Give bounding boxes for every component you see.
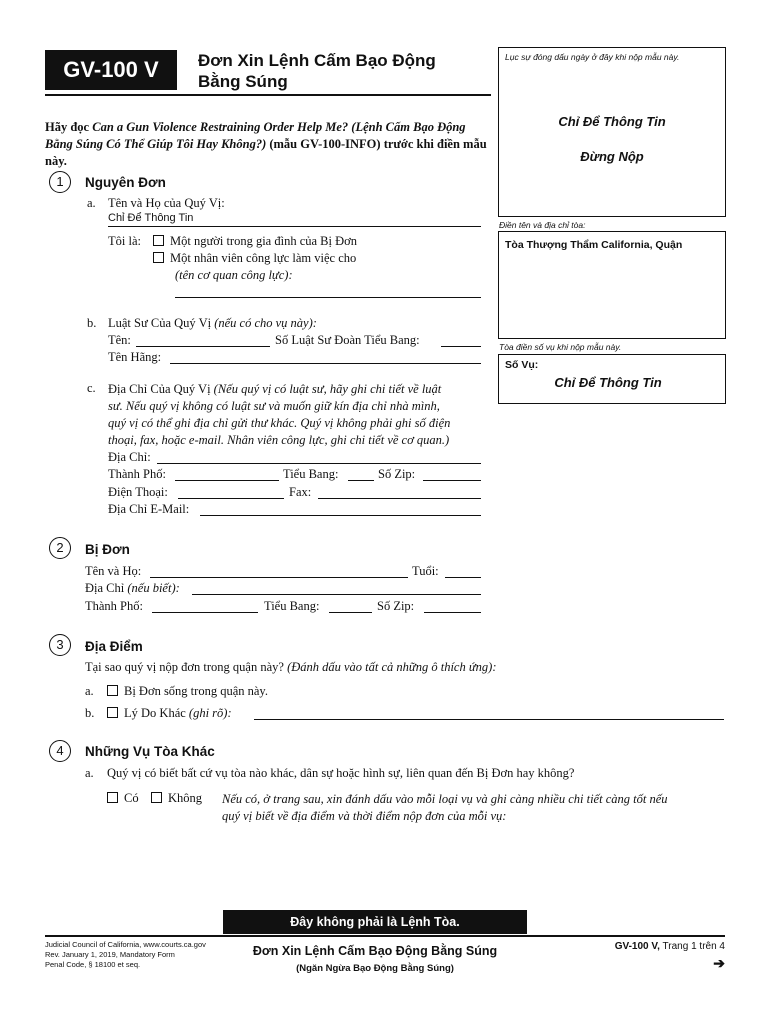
footer-center-title: Đơn Xin Lệnh Cấm Bạo Động Bằng Súng bbox=[252, 944, 498, 958]
intro-paragraph bbox=[45, 119, 495, 170]
venue-other-option[interactable] bbox=[107, 706, 232, 721]
footer-form-ref: GV-100 V, bbox=[614, 941, 660, 952]
case-number-value: Chỉ Để Thông Tin bbox=[554, 375, 662, 390]
footer-center-subtitle: (Ngăn Ngừa Bạo Động Bằng Súng) bbox=[296, 963, 454, 974]
footer-rule bbox=[45, 935, 725, 937]
s1c-text: Địa Chỉ Của Quý Vị bbox=[108, 382, 211, 396]
do-not-file-label: Đừng Nộp bbox=[580, 149, 644, 164]
respondent-city-label: Thành Phố: bbox=[85, 599, 143, 613]
intro-title-ref: Can a Gun Violence Restraining Order Help Me? (Lệnh Cấm Bạo Động Bằng Súng Có Thể Giúp Tôi Hay Không?) bbox=[45, 120, 466, 151]
respondent-state-field[interactable] bbox=[329, 599, 372, 613]
state-label: Tiểu Bang: bbox=[283, 467, 339, 481]
other-cases-no-option[interactable] bbox=[151, 791, 202, 806]
bar-number-field[interactable] bbox=[441, 333, 481, 347]
address-field[interactable] bbox=[157, 450, 481, 464]
address-label: Địa Chỉ: bbox=[108, 450, 151, 464]
s1b-note: (nếu có cho vụ này): bbox=[214, 316, 317, 330]
venue-resides-label: Bị Đơn sống trong quận này. bbox=[124, 684, 268, 698]
next-page-arrow-icon[interactable]: ➔ bbox=[713, 955, 725, 971]
s4a-text: Quý vị có biết bất cứ vụ tòa nào khác, dân sự hoặc hình sự, liên quan đến Bị Đơn hay không? bbox=[107, 766, 575, 780]
firm-name-field[interactable] bbox=[170, 350, 481, 364]
case-note: Tòa điền số vụ khi nộp mẫu này. bbox=[499, 342, 622, 352]
form-id-badge: GV-100 V bbox=[45, 50, 177, 90]
respondent-city-field[interactable] bbox=[152, 599, 258, 613]
s1c-line1 bbox=[108, 381, 488, 398]
law-officer-label: Một nhân viên công lực làm việc cho bbox=[170, 251, 357, 265]
agency-name-field[interactable] bbox=[175, 284, 481, 298]
city-field[interactable] bbox=[175, 467, 279, 481]
firm-name-label: Tên Hãng: bbox=[108, 350, 162, 364]
respondent-address-label: Địa Chỉ bbox=[85, 581, 125, 595]
section-1-title: Nguyên Đơn bbox=[85, 175, 166, 190]
petitioner-name-field[interactable] bbox=[108, 212, 481, 227]
s1c-note1: (Nếu quý vị có luật sư, hãy ghi chi tiết về luật bbox=[213, 382, 442, 396]
respondent-address-heading bbox=[85, 581, 180, 596]
respondent-name-field[interactable] bbox=[150, 564, 408, 578]
zip-label: Số Zip: bbox=[378, 467, 416, 481]
s1b-text: Luật Sư Của Quý Vị bbox=[108, 316, 212, 330]
zip-field[interactable] bbox=[423, 467, 481, 481]
confidential-label: Chỉ Để Thông Tin bbox=[558, 114, 666, 129]
state-field[interactable] bbox=[348, 467, 374, 481]
city-label: Thành Phố: bbox=[108, 467, 166, 481]
court-name: Tòa Thượng Thẩm California, Quận bbox=[505, 239, 683, 251]
respondent-age-label: Tuổi: bbox=[412, 564, 439, 578]
header-rule bbox=[45, 94, 491, 96]
law-officer-option[interactable] bbox=[153, 251, 356, 266]
s1c-paragraph bbox=[108, 381, 488, 449]
section-4-number: 4 bbox=[49, 740, 71, 762]
s4a-label: a. bbox=[85, 766, 94, 780]
lawyer-name-field[interactable] bbox=[136, 333, 270, 347]
s1a-label: a. bbox=[87, 196, 96, 210]
section-2-number: 2 bbox=[49, 537, 71, 559]
other-cases-note bbox=[222, 791, 668, 825]
footer-page-info bbox=[545, 941, 725, 952]
respondent-zip-label: Số Zip: bbox=[377, 599, 415, 613]
s1a-text: Tên và Họ của Quý Vị: bbox=[108, 196, 225, 210]
lawyer-name-label: Tên: bbox=[108, 333, 131, 347]
section-2-title: Bị Đơn bbox=[85, 542, 130, 557]
other-cases-no-checkbox[interactable] bbox=[151, 792, 162, 803]
venue-question-text: Tại sao quý vị nộp đơn trong quận này? bbox=[85, 660, 284, 674]
footer-left-line1: Judicial Council of California, www.courts.ca.gov bbox=[45, 940, 206, 949]
bar-number-label: Số Luật Sư Đoàn Tiểu Bang: bbox=[275, 333, 420, 347]
clerk-stamp-box bbox=[498, 47, 726, 217]
section-3-number: 3 bbox=[49, 634, 71, 656]
respondent-state-label: Tiểu Bang: bbox=[264, 599, 320, 613]
other-cases-note-line2: quý vị biết về địa điểm và thời điểm nộp đơn của mỗi vụ: bbox=[222, 809, 507, 823]
other-cases-yes-label: Có bbox=[124, 791, 139, 805]
court-name-box[interactable] bbox=[498, 231, 726, 339]
s1c-note3: quý vị có thể ghi địa chỉ gửi thư khác. Quý vị không phải ghi số điện bbox=[108, 416, 451, 430]
law-officer-checkbox[interactable] bbox=[153, 252, 164, 263]
s1c-label: c. bbox=[87, 381, 96, 395]
other-cases-yes-option[interactable] bbox=[107, 791, 139, 806]
s1b-heading bbox=[108, 316, 317, 331]
family-member-option[interactable] bbox=[153, 234, 357, 249]
footer-left-line2: Rev. January 1, 2019, Mandatory Form bbox=[45, 950, 175, 959]
respondent-age-field[interactable] bbox=[445, 564, 481, 578]
venue-other-note: (ghi rõ): bbox=[188, 706, 232, 720]
venue-other-label: Lý Do Khác bbox=[124, 706, 186, 720]
agency-name-note: (tên cơ quan công lực): bbox=[175, 268, 293, 282]
petitioner-name-value: Chỉ Để Thông Tin bbox=[108, 212, 194, 224]
s1b-label: b. bbox=[87, 316, 97, 330]
respondent-zip-field[interactable] bbox=[424, 599, 481, 613]
case-number-label: Số Vụ: bbox=[505, 359, 539, 371]
intro-read: Hãy đọc bbox=[45, 120, 93, 134]
footer-page-number: Trang 1 trên 4 bbox=[662, 941, 725, 952]
i-am-label: Tôi là: bbox=[108, 234, 141, 248]
respondent-name-label: Tên và Họ: bbox=[85, 564, 142, 578]
s1c-note4: thoại, fax, hoặc e-mail. Nhân viên công lực, ghi chi tiết về cơ quan.) bbox=[108, 433, 450, 447]
family-member-label: Một người trong gia đình của Bị Đơn bbox=[170, 234, 357, 248]
venue-question-note: (Đánh dấu vào tất cả những ô thích ứng): bbox=[287, 660, 497, 674]
case-number-box[interactable] bbox=[498, 354, 726, 404]
fax-field[interactable] bbox=[318, 485, 481, 499]
s3a-label: a. bbox=[85, 684, 94, 698]
respondent-address-note: (nếu biết): bbox=[127, 581, 180, 595]
footer-left-line3: Penal Code, § 18100 et seq. bbox=[45, 960, 141, 969]
not-a-court-order-banner: Đây không phải là Lệnh Tòa. bbox=[223, 910, 527, 934]
s1c-note2: sư. Nếu quý vị không có luật sư và muốn giữ kín địa chỉ nhà mình, bbox=[108, 399, 440, 413]
venue-other-checkbox[interactable] bbox=[107, 707, 118, 718]
section-3-title: Địa Điểm bbox=[85, 639, 143, 654]
court-note: Điền tên và địa chỉ tòa: bbox=[499, 220, 586, 230]
s3b-label: b. bbox=[85, 706, 95, 720]
form-title bbox=[198, 50, 436, 92]
intro-after: (mẫu GV-100-INFO) trước khi điền mẫu này. bbox=[45, 137, 487, 168]
email-field[interactable] bbox=[200, 502, 481, 516]
family-member-checkbox[interactable] bbox=[153, 235, 164, 246]
form-title-line2: Bằng Súng bbox=[198, 72, 288, 91]
fax-label: Fax: bbox=[289, 485, 312, 499]
phone-field[interactable] bbox=[178, 485, 284, 499]
other-cases-note-line1: Nếu có, ở trang sau, xin đánh dấu vào mỗi loại vụ và ghi càng nhiều chi tiết càng tốt nếu bbox=[222, 792, 668, 806]
other-cases-no-label: Không bbox=[168, 791, 203, 805]
form-title-line1: Đơn Xin Lệnh Cấm Bạo Động bbox=[198, 51, 436, 70]
venue-question bbox=[85, 660, 497, 675]
clerk-stamp-note: Lục sự đóng dấu ngày ở đây khi nộp mẫu này. bbox=[505, 52, 680, 62]
respondent-address-field[interactable] bbox=[192, 581, 481, 595]
section-1-number: 1 bbox=[49, 171, 71, 193]
section-4-title: Những Vụ Tòa Khác bbox=[85, 744, 215, 759]
footer-left bbox=[45, 940, 206, 970]
venue-resides-option[interactable] bbox=[107, 684, 268, 699]
venue-resides-checkbox[interactable] bbox=[107, 685, 118, 696]
other-cases-yes-checkbox[interactable] bbox=[107, 792, 118, 803]
venue-other-field[interactable] bbox=[254, 706, 724, 720]
email-label: Địa Chỉ E-Mail: bbox=[108, 502, 190, 516]
phone-label: Điện Thoại: bbox=[108, 485, 168, 499]
